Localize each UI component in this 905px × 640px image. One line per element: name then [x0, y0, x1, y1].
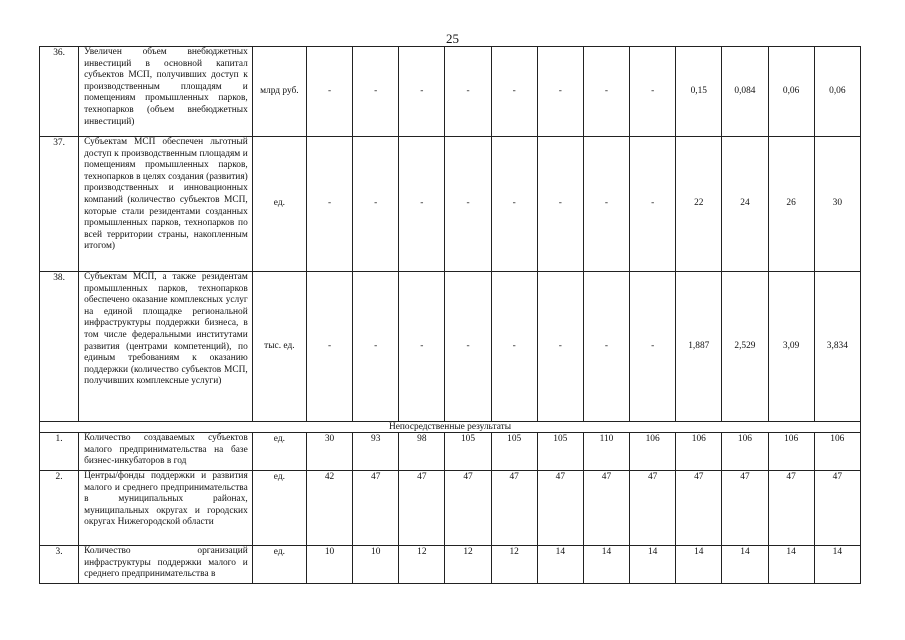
indicator-name: Количество создаваемых субъектов малого предпринимательства на базе бизнес-инкубаторов в год	[79, 433, 253, 471]
table-row	[40, 471, 861, 546]
value-cell: 42	[306, 471, 352, 546]
value-cell: 12	[445, 546, 491, 584]
value-cell: 1,887	[676, 272, 722, 422]
value-cell: 47	[353, 471, 399, 546]
unit-cell: ед.	[252, 546, 306, 584]
value-cell: 47	[722, 471, 768, 546]
value-cell: -	[537, 47, 583, 137]
section-title: Непосредственные результаты	[40, 422, 861, 433]
value-cell: 47	[399, 471, 445, 546]
value-cell: 47	[630, 471, 676, 546]
value-cell: 0,06	[768, 47, 814, 137]
table-row	[40, 433, 861, 471]
unit-cell: тыс. ед.	[252, 272, 306, 422]
value-cell: 0,084	[722, 47, 768, 137]
indicator-name: Количество организаций инфраструктуры поддержки малого и среднего предпринимательства в	[79, 546, 253, 584]
value-cell: 106	[722, 433, 768, 471]
unit-cell: млрд руб.	[252, 47, 306, 137]
value-cell: 2,529	[722, 272, 768, 422]
value-cell: 105	[445, 433, 491, 471]
value-cell: 30	[814, 137, 860, 272]
value-cell: 10	[306, 546, 352, 584]
value-cell: -	[306, 272, 352, 422]
value-cell: -	[399, 137, 445, 272]
value-cell: -	[445, 47, 491, 137]
value-cell: 47	[491, 471, 537, 546]
value-cell: -	[537, 137, 583, 272]
value-cell: 98	[399, 433, 445, 471]
value-cell: 3,834	[814, 272, 860, 422]
value-cell: 24	[722, 137, 768, 272]
value-cell: 14	[537, 546, 583, 584]
value-cell: -	[306, 137, 352, 272]
value-cell: 47	[768, 471, 814, 546]
unit-cell: ед.	[252, 433, 306, 471]
section-row	[40, 422, 861, 433]
value-cell: 0,06	[814, 47, 860, 137]
value-cell: 3,09	[768, 272, 814, 422]
value-cell: -	[630, 47, 676, 137]
unit-cell: ед.	[252, 471, 306, 546]
value-cell: 12	[399, 546, 445, 584]
value-cell: -	[491, 137, 537, 272]
row-number: 3.	[40, 546, 79, 584]
unit-cell: ед.	[252, 137, 306, 272]
indicator-name: Субъектам МСП, а также резидентам промышленных парков, технопарков обеспечено оказание комплексных услуг на единой площадке региональной инфраструктуры поддержки бизнеса, в том числе федеральными институтами развития (центрами компетенций), по единым требованиям к оказанию поддержки (количество субъектов МСП, получивших комплексные услуги)	[79, 272, 253, 422]
value-cell: 106	[676, 433, 722, 471]
value-cell: 93	[353, 433, 399, 471]
value-cell: -	[630, 137, 676, 272]
value-cell: -	[445, 137, 491, 272]
table-row	[40, 137, 861, 272]
indicator-name: Центры/фонды поддержки и развития малого и среднего предпринимательства в муниципальных районах, муниципальных округах и городских округах Нижегородской области	[79, 471, 253, 546]
table-row	[40, 546, 861, 584]
value-cell: 14	[768, 546, 814, 584]
row-number: 37.	[40, 137, 79, 272]
value-cell: 0,15	[676, 47, 722, 137]
value-cell: -	[583, 47, 629, 137]
value-cell: -	[537, 272, 583, 422]
page-number: 25	[446, 31, 459, 46]
indicator-name: Субъектам МСП обеспечен льготный доступ к производственным площадям и помещениям промышленных парков, технопарков в целях создания (развития) производственных и инновационных компаний (количество субъектов МСП, которые стали резидентами созданных промышленных парков, технопарков по всей территории страны, накопленным итогом)	[79, 137, 253, 272]
value-cell: -	[399, 272, 445, 422]
value-cell: 14	[676, 546, 722, 584]
row-number: 38.	[40, 272, 79, 422]
results-table	[39, 46, 861, 584]
value-cell: 47	[583, 471, 629, 546]
row-number: 1.	[40, 433, 79, 471]
value-cell: 26	[768, 137, 814, 272]
row-number: 36.	[40, 47, 79, 137]
value-cell: -	[583, 137, 629, 272]
value-cell: -	[353, 137, 399, 272]
value-cell: 105	[537, 433, 583, 471]
value-cell: -	[306, 47, 352, 137]
value-cell: -	[491, 272, 537, 422]
value-cell: 105	[491, 433, 537, 471]
value-cell: 106	[768, 433, 814, 471]
table-row	[40, 47, 861, 137]
value-cell: 47	[445, 471, 491, 546]
value-cell: -	[399, 47, 445, 137]
value-cell: 14	[583, 546, 629, 584]
value-cell: 12	[491, 546, 537, 584]
value-cell: 14	[722, 546, 768, 584]
table-body	[40, 47, 861, 584]
value-cell: -	[353, 272, 399, 422]
value-cell: -	[353, 47, 399, 137]
value-cell: 10	[353, 546, 399, 584]
value-cell: 110	[583, 433, 629, 471]
value-cell: 47	[814, 471, 860, 546]
value-cell: 47	[537, 471, 583, 546]
table-row	[40, 272, 861, 422]
value-cell: 47	[676, 471, 722, 546]
value-cell: 14	[814, 546, 860, 584]
value-cell: 22	[676, 137, 722, 272]
value-cell: 106	[630, 433, 676, 471]
value-cell: 106	[814, 433, 860, 471]
value-cell: -	[445, 272, 491, 422]
row-number: 2.	[40, 471, 79, 546]
value-cell: -	[583, 272, 629, 422]
value-cell: 14	[630, 546, 676, 584]
value-cell: 30	[306, 433, 352, 471]
value-cell: -	[491, 47, 537, 137]
indicator-name: Увеличен объем внебюджетных инвестиций в основной капитал субъектов МСП, получивших доступ к производственным площадям и помещениям промышленных парков, технопарков (объем внебюджетных инвестиций)	[79, 47, 253, 137]
value-cell: -	[630, 272, 676, 422]
